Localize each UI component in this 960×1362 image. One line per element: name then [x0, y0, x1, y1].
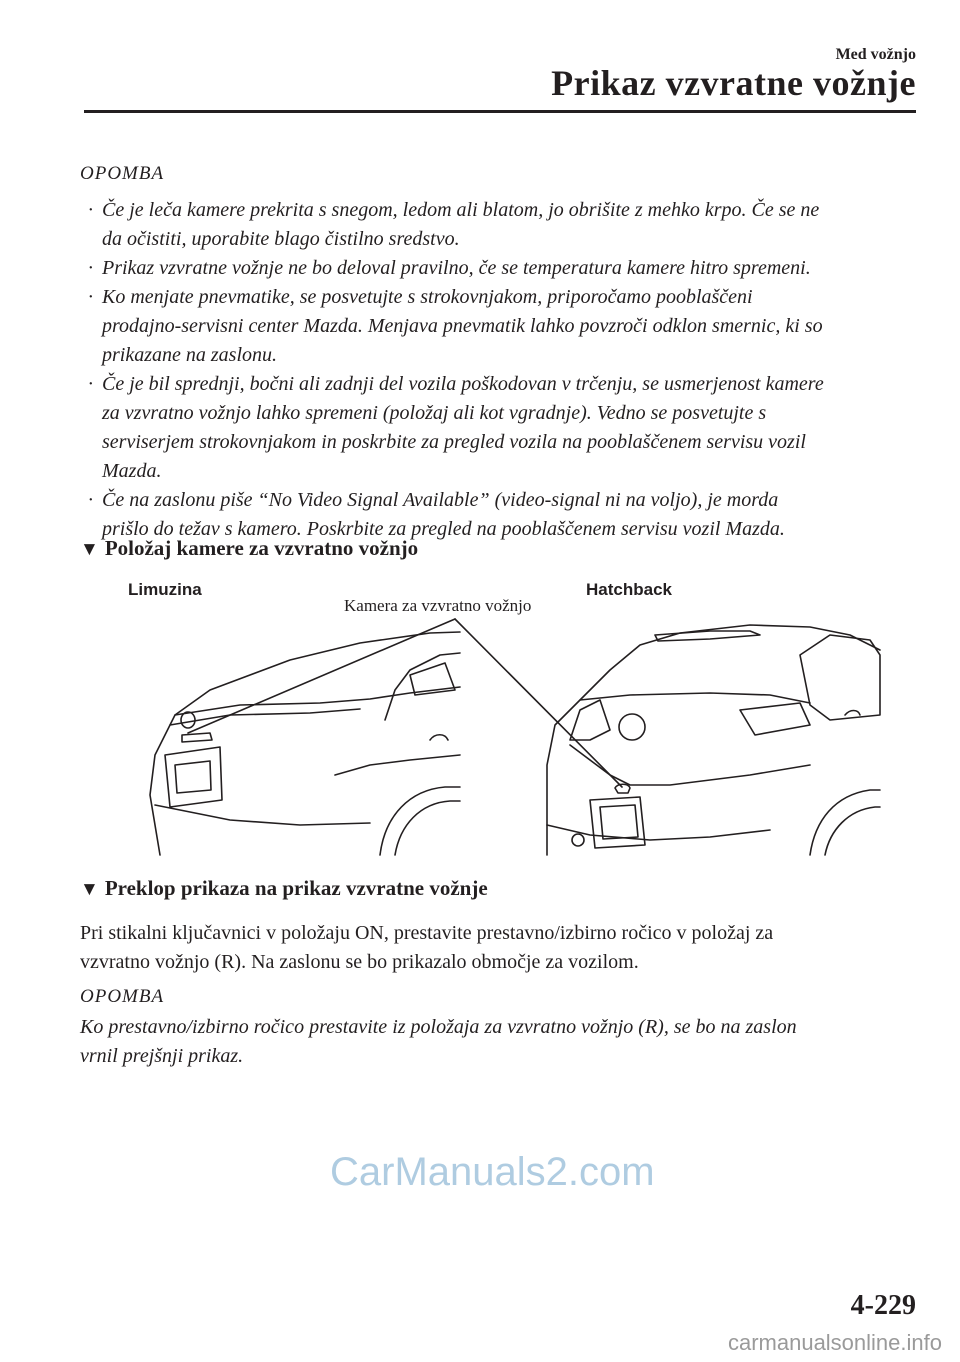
figure-callout-camera: Kamera za vzvratno vožnjo	[344, 596, 532, 615]
note-line: vrnil prejšnji prikaz.	[80, 1045, 244, 1067]
note-line: Če je leča kamere prekrita s snegom, ledom ali blatom, jo obrišite z mehko krpo. Če se ne	[102, 199, 820, 221]
note-line: prišlo do težav s kamero. Poskrbite za pregled na pooblaščenem servisu vozil Mazda.	[102, 518, 785, 540]
figure-label-sedan: Limuzina	[128, 580, 202, 599]
section-heading-text: Preklop prikaza na prikaz vzvratne vožnje	[104, 876, 488, 900]
car-illustration	[110, 575, 890, 865]
bullet-icon: ·	[88, 373, 93, 395]
note-line: prodajno-servisni center Mazda. Menjava pnevmatik lahko povzroči odklon smernic, ki so	[102, 315, 823, 337]
note-label: OPOMBA	[80, 986, 165, 1007]
note-item	[88, 370, 918, 486]
note-line: Ko menjate pnevmatike, se posvetujte s strokovnjakom, priporočamo pooblaščeni	[102, 286, 753, 308]
sedan-illustration	[150, 632, 460, 855]
page-title: Prikaz vzvratne vožnje	[551, 63, 916, 103]
footer-url: carmanualsonline.info	[727, 1330, 942, 1355]
note-line: Mazda.	[102, 460, 162, 482]
triangle-marker-icon: ▼	[80, 539, 99, 560]
bullet-icon: ·	[88, 257, 93, 279]
body-line: Pri stikalni ključavnici v položaju ON, prestavite prestavno/izbirno ročico v položaj za	[80, 922, 774, 944]
bullet-icon: ·	[88, 286, 93, 308]
camera-position-figure	[110, 575, 890, 865]
body-paragraph	[80, 919, 920, 977]
bullet-icon: ·	[88, 489, 93, 511]
figure-label-hatchback: Hatchback	[586, 580, 672, 599]
note-line: Če na zaslonu piše “No Video Signal Available” (video-signal ni na voljo), je morda	[102, 489, 779, 511]
page-number: 4-229	[850, 1290, 916, 1321]
note-list	[88, 196, 918, 544]
note-line: Ko prestavno/izbirno ročico prestavite iz položaja za vzvratno vožnjo (R), se bo na zaslon	[80, 1016, 797, 1038]
triangle-marker-icon: ▼	[80, 879, 99, 900]
section-heading-text: Položaj kamere za vzvratno vožnjo	[104, 536, 419, 560]
watermark: CarManuals2.com	[330, 1150, 655, 1194]
section-heading-switch-display	[80, 876, 488, 901]
note-line: za vzvratno vožnjo lahko spremeni (položaj ali kot vgradnje). Vedno se posvetujte s	[102, 402, 767, 424]
note-item	[88, 283, 918, 370]
note-line: Če je bil sprednji, bočni ali zadnji del vozila poškodovan v trčenju, se usmerjenost kamere	[102, 373, 824, 395]
note-line: prikazane na zaslonu.	[102, 344, 277, 366]
note-line: serviserjem strokovnjakom in poskrbite za pregled vozila na pooblaščenem servisu vozil	[102, 431, 806, 453]
hatchback-illustration	[547, 625, 880, 855]
note-item	[88, 254, 918, 283]
note-item	[88, 196, 918, 254]
header-section: Med vožnjo	[835, 46, 916, 63]
note-line: da očistiti, uporabite blago čistilno sredstvo.	[102, 228, 460, 250]
body-line: vzvratno vožnjo (R). Na zaslonu se bo prikazalo območje za vozilom.	[80, 951, 639, 973]
note-paragraph	[80, 1013, 920, 1071]
header-rule	[84, 110, 916, 113]
bullet-icon: ·	[88, 199, 93, 221]
note-line: Prikaz vzvratne vožnje ne bo deloval pravilno, če se temperatura kamere hitro spremeni.	[102, 257, 811, 279]
section-heading-camera-position	[80, 536, 418, 561]
note-label: OPOMBA	[80, 163, 165, 184]
